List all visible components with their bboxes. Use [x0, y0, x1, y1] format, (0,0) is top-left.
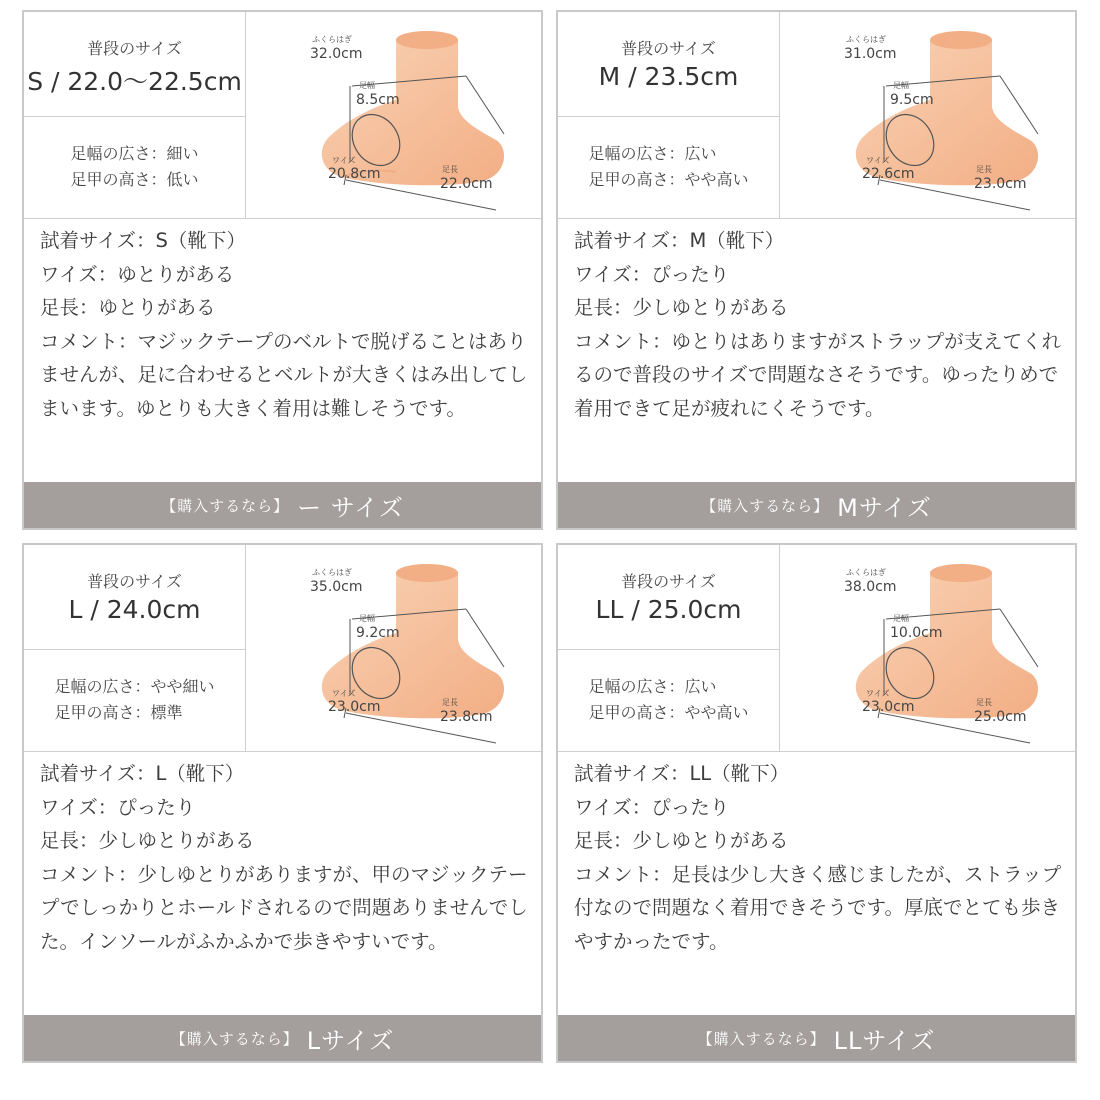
recommendation-prefix: 【購入するなら】 — [161, 496, 290, 515]
usual-size-value: L / 24.0cm — [68, 595, 201, 624]
wise-label: ワイズ — [866, 156, 890, 165]
usual-size-value: M / 23.5cm — [598, 62, 739, 91]
instep-height-feel: 足甲の高さ：低い — [70, 170, 199, 189]
tried-size: 試着サイズ：L（靴下） — [40, 762, 245, 785]
card-header — [24, 545, 541, 752]
ankle-value: 9.5cm — [890, 92, 934, 108]
tried-size: 試着サイズ：M（靴下） — [574, 229, 785, 252]
wise-label: ワイズ — [332, 689, 356, 698]
card-header — [558, 545, 1075, 752]
instep-height-feel: 足甲の高さ：標準 — [54, 703, 183, 722]
ankle-label: 足幅 — [359, 614, 375, 623]
usual-size-box — [24, 12, 245, 117]
foot-measurement-diagram — [780, 545, 1075, 751]
foot-diagram-icon — [246, 545, 541, 751]
length-label: 足長 — [442, 165, 458, 174]
ankle-value: 8.5cm — [356, 92, 400, 108]
length-comment: 足長：少しゆとりがある — [574, 296, 789, 319]
usual-size-label: 普段のサイズ — [87, 572, 182, 591]
recommended-size: LLサイズ — [833, 1026, 936, 1055]
recommendation-prefix: 【購入するなら】 — [697, 1029, 826, 1048]
recommendation-bar — [24, 482, 541, 528]
calf-value: 32.0cm — [310, 46, 363, 62]
usual-size-label: 普段のサイズ — [621, 572, 716, 591]
size-info-column — [24, 545, 246, 751]
length-label: 足長 — [442, 698, 458, 707]
recommended-size: Mサイズ — [837, 493, 932, 522]
foot-width-feel: 足幅の広さ：広い — [588, 677, 717, 696]
tried-size: 試着サイズ：S（靴下） — [40, 229, 246, 252]
foot-width-feel: 足幅の広さ：細い — [70, 144, 199, 163]
ankle-label: 足幅 — [359, 81, 375, 90]
foot-measurement-diagram — [246, 545, 541, 751]
usual-size-box — [24, 545, 245, 650]
fitting-comment: コメント：マジックテープのベルトで脱げることはありませんが、足に合わせるとベルトが大きくはみ出してしまいます。ゆとりも大きく着用は難しそうです。 — [40, 329, 528, 420]
fitting-comment: コメント：少しゆとりがありますが、甲のマジックテープでしっかりとホールドされるので問題ありませんでした。インソールがふかふかで歩きやすいです。 — [40, 862, 528, 953]
wise-label: ワイズ — [332, 156, 356, 165]
calf-label: ふくらはぎ — [846, 568, 886, 577]
tried-size: 試着サイズ：LL（靴下） — [574, 762, 790, 785]
size-info-column — [558, 545, 780, 751]
calf-label: ふくらはぎ — [312, 35, 352, 44]
usual-size-label: 普段のサイズ — [87, 39, 182, 58]
ankle-value: 10.0cm — [890, 625, 943, 641]
wise-value: 22.6cm — [862, 166, 915, 182]
calf-label: ふくらはぎ — [846, 35, 886, 44]
usual-size-label: 普段のサイズ — [621, 39, 716, 58]
length-label: 足長 — [976, 165, 992, 174]
wise-comment: ワイズ：ぴったり — [574, 795, 730, 819]
length-value: 25.0cm — [974, 709, 1027, 725]
length-comment: 足長：少しゆとりがある — [40, 829, 255, 852]
size-card-ll — [556, 543, 1077, 1063]
length-comment: 足長：少しゆとりがある — [574, 829, 789, 852]
ankle-value: 9.2cm — [356, 625, 400, 641]
instep-height-feel: 足甲の高さ：やや高い — [588, 170, 749, 189]
foot-features-box — [558, 117, 779, 217]
calf-label: ふくらはぎ — [312, 568, 352, 577]
fitting-description — [40, 757, 530, 958]
length-value: 22.0cm — [440, 176, 493, 192]
recommendation-bar — [24, 1015, 541, 1061]
length-comment: 足長：ゆとりがある — [40, 296, 216, 319]
size-card-l — [22, 543, 543, 1063]
foot-features-box — [24, 117, 245, 217]
length-label: 足長 — [976, 698, 992, 707]
usual-size-value: S / 22.0～22.5cm — [27, 67, 242, 96]
wise-value: 23.0cm — [328, 699, 381, 715]
usual-size-box — [558, 12, 779, 117]
fitting-comment: コメント：ゆとりはありますがストラップが支えてくれるので普段のサイズで問題なさそうです。ゆったりめで着用できて足が疲れにくそうです。 — [574, 329, 1062, 420]
foot-width-feel: 足幅の広さ：やや細い — [54, 677, 215, 696]
foot-measurement-diagram — [246, 12, 541, 218]
fitting-description — [40, 224, 530, 425]
recommended-size: Lサイズ — [306, 1026, 395, 1055]
foot-features-box — [24, 650, 245, 750]
fitting-description — [574, 757, 1064, 958]
fitting-description — [574, 224, 1064, 425]
wise-comment: ワイズ：ぴったり — [40, 795, 196, 819]
recommended-size: ー サイズ — [297, 493, 404, 522]
wise-label: ワイズ — [866, 689, 890, 698]
length-value: 23.0cm — [974, 176, 1027, 192]
size-info-column — [558, 12, 780, 218]
wise-comment: ワイズ：ぴったり — [574, 262, 730, 286]
size-card-m — [556, 10, 1077, 530]
usual-size-value: LL / 25.0cm — [595, 595, 742, 624]
wise-value: 20.8cm — [328, 166, 381, 182]
ankle-label: 足幅 — [893, 81, 909, 90]
length-value: 23.8cm — [440, 709, 493, 725]
fitting-comment: コメント：足長は少し大きく感じましたが、ストラップ付なので問題なく着用できそうです。厚底でとても歩きやすかったです。 — [574, 862, 1062, 953]
foot-diagram-icon — [246, 12, 541, 218]
calf-value: 38.0cm — [844, 579, 897, 595]
card-header — [558, 12, 1075, 219]
foot-measurement-diagram — [780, 12, 1075, 218]
recommendation-prefix: 【購入するなら】 — [170, 1029, 299, 1048]
recommendation-bar — [558, 482, 1075, 528]
calf-value: 35.0cm — [310, 579, 363, 595]
wise-value: 23.0cm — [862, 699, 915, 715]
calf-value: 31.0cm — [844, 46, 897, 62]
recommendation-bar — [558, 1015, 1075, 1061]
usual-size-box — [558, 545, 779, 650]
ankle-label: 足幅 — [893, 614, 909, 623]
card-header — [24, 12, 541, 219]
foot-features-box — [558, 650, 779, 750]
wise-comment: ワイズ：ゆとりがある — [40, 262, 235, 286]
foot-diagram-icon — [780, 545, 1075, 751]
foot-diagram-icon — [780, 12, 1075, 218]
size-card-s — [22, 10, 543, 530]
size-info-column — [24, 12, 246, 218]
foot-width-feel: 足幅の広さ：広い — [588, 144, 717, 163]
instep-height-feel: 足甲の高さ：やや高い — [588, 703, 749, 722]
recommendation-prefix: 【購入するなら】 — [701, 496, 830, 515]
